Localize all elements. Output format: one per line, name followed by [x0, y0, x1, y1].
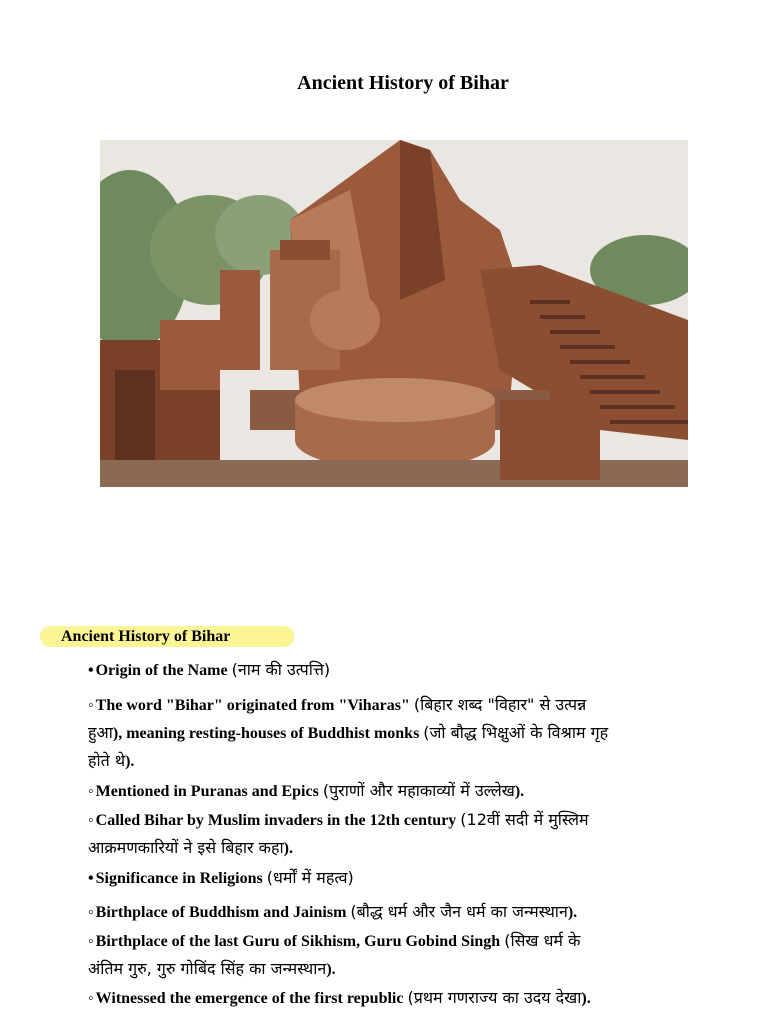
list-item [88, 693, 586, 715]
sub-marker: ◦ [88, 697, 94, 714]
word2-text-hi-a: हुआ [88, 723, 113, 742]
word3-text-hi: होते थे [88, 751, 126, 770]
list-item-continued [88, 957, 336, 979]
called-text-en: Called Bihar by Muslim invaders in the 12th century [95, 812, 461, 829]
guru2-end: ). [326, 961, 336, 978]
puranas-text-en: Mentioned in Puranas and Epics [95, 783, 323, 800]
word-text-en: The word "Bihar" originated from "Viharas" [95, 697, 414, 714]
list-item [88, 779, 524, 801]
list-item-continued [88, 749, 134, 771]
photo-shrine [310, 290, 380, 350]
birth-text-hi: (बौद्ध धर्म और जैन धर्म का जन्मस्थान [350, 902, 568, 921]
word3-end: ). [125, 753, 135, 770]
list-item [88, 866, 354, 888]
origin-text-en: Origin of the Name [95, 662, 232, 679]
list-item-continued [88, 836, 293, 858]
list-item [88, 900, 577, 922]
word2-text-en: ), meaning resting-houses of Buddhist monks [112, 725, 424, 742]
signif-text-en: Significance in Religions [95, 870, 267, 887]
sub-marker: ◦ [88, 812, 94, 829]
list-item [88, 808, 589, 830]
bullet-marker: • [88, 870, 94, 887]
list-item [88, 929, 580, 951]
birth-end: ). [567, 904, 578, 921]
called-text-hi: (12वीं सदी में मुस्लिम [460, 810, 589, 829]
witness-text-hi: (प्रथम गणराज्य का उदय देखा [407, 988, 582, 1007]
witness-text-en: Witnessed the emergence of the first republic [95, 990, 408, 1007]
guru2-text-hi: अंतिम गुरु, गुरु गोबिंद सिंह का जन्मस्थान [88, 959, 327, 978]
word-text-hi: (बिहार शब्द "विहार" से उत्पन्न [413, 695, 587, 714]
called2-text-hi: आक्रमणकारियों ने इसे बिहार कहा [88, 838, 284, 857]
sub-marker: ◦ [88, 990, 94, 1007]
guru-text-en: Birthplace of the last Guru of Sikhism, Guru Gobind Singh [95, 933, 505, 950]
guru-text-hi: (सिख धर्म के [504, 931, 581, 950]
witness-end: ). [581, 990, 591, 1007]
signif-text-hi: (धर्मों में महत्व) [266, 868, 354, 887]
list-item-continued [88, 721, 608, 743]
puranas-text-hi: (पुराणों और महाकाव्यों में उल्लेख [322, 781, 515, 800]
page-title: Ancient History of Bihar [297, 72, 509, 94]
origin-text-hi: (नाम की उत्पत्ति) [231, 660, 331, 679]
bullet-marker: • [88, 662, 94, 679]
puranas-end: ). [514, 783, 525, 800]
list-item [88, 658, 330, 680]
called2-end: ). [283, 840, 293, 857]
section-heading: Ancient History of Bihar [40, 626, 294, 647]
word2-text-hi-b: (जो बौद्ध भिक्षुओं के विश्राम गृह [423, 723, 609, 742]
ruins-photo [100, 140, 688, 487]
sub-marker: ◦ [88, 904, 94, 921]
birth-text-en: Birthplace of Buddhism and Jainism [95, 904, 351, 921]
sub-marker: ◦ [88, 933, 94, 950]
list-item [88, 986, 591, 1008]
sub-marker: ◦ [88, 783, 94, 800]
